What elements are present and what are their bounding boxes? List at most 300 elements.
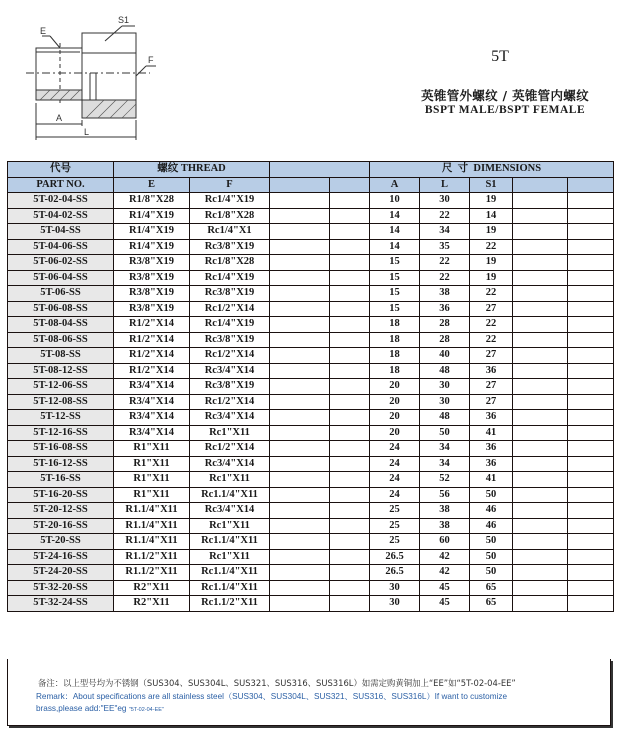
dim-s1-cell: 65 xyxy=(470,596,513,612)
thread-e-cell: R1/4"X19 xyxy=(114,224,190,240)
blank-cell xyxy=(270,549,330,565)
thread-f-cell: Rc1/2"X14 xyxy=(190,348,270,364)
thread-f-cell: Rc1"X11 xyxy=(190,518,270,534)
dim-a-cell: 20 xyxy=(370,410,420,426)
dim-s1-cell: 14 xyxy=(470,208,513,224)
table-row xyxy=(8,224,614,240)
dim-s1-cell: 27 xyxy=(470,348,513,364)
table-row xyxy=(8,503,614,519)
dim-a-cell: 26.5 xyxy=(370,549,420,565)
table-row xyxy=(8,286,614,302)
blank-cell xyxy=(270,503,330,519)
part-header-cn: 代号 xyxy=(8,162,114,178)
blank-cell xyxy=(568,549,614,565)
thread-f-cell: Rc1/4"X1 xyxy=(190,224,270,240)
blank-cell xyxy=(513,193,568,209)
blank-cell xyxy=(568,487,614,503)
blank-cell xyxy=(330,317,370,333)
dim-l-cell: 34 xyxy=(420,224,470,240)
thread-e-cell: R1/4"X19 xyxy=(114,208,190,224)
blank-cell xyxy=(513,410,568,426)
blank-cell xyxy=(568,363,614,379)
blank-cell xyxy=(330,286,370,302)
thread-f-cell: Rc3/8"X19 xyxy=(190,239,270,255)
blank-cell xyxy=(513,270,568,286)
blank-cell xyxy=(568,441,614,457)
table-row xyxy=(8,472,614,488)
dim-s1-cell: 36 xyxy=(470,456,513,472)
blank-cell xyxy=(513,363,568,379)
remark-english-line1: Remark：About specifications are all stainless steel（SUS304、SUS304L、SUS321、SUS316、SUS316L）If want to customize xyxy=(36,692,508,701)
blank-cell xyxy=(513,580,568,596)
thread-f-cell: Rc1"X11 xyxy=(190,472,270,488)
thread-f-cell: Rc3/8"X19 xyxy=(190,332,270,348)
dim-a-cell: 25 xyxy=(370,518,420,534)
part-number-cell: 5T-12-08-SS xyxy=(8,394,114,410)
dim-l-cell: 60 xyxy=(420,534,470,550)
part-number-cell: 5T-08-06-SS xyxy=(8,332,114,348)
dim-l-cell: 30 xyxy=(420,394,470,410)
dim-s1-cell: 19 xyxy=(470,193,513,209)
table-row xyxy=(8,410,614,426)
header-row-2 xyxy=(8,177,614,193)
dim-s1-cell: 27 xyxy=(470,379,513,395)
thread-e-cell: R1.1/2"X11 xyxy=(114,565,190,581)
dim-l-cell: 38 xyxy=(420,518,470,534)
thread-e-cell: R1/8"X28 xyxy=(114,193,190,209)
thread-f-cell: Rc1"X11 xyxy=(190,425,270,441)
blank-header-1 xyxy=(270,177,330,193)
table-row xyxy=(8,549,614,565)
part-number-cell: 5T-08-12-SS xyxy=(8,363,114,379)
dim-l-cell: 22 xyxy=(420,270,470,286)
dim-a-cell: 20 xyxy=(370,425,420,441)
label-l: L xyxy=(84,127,90,137)
blank-cell xyxy=(568,286,614,302)
table-row xyxy=(8,379,614,395)
dim-a-cell: 15 xyxy=(370,301,420,317)
part-number-cell: 5T-04-06-SS xyxy=(8,239,114,255)
dim-l-cell: 28 xyxy=(420,332,470,348)
table-row xyxy=(8,332,614,348)
blank-cell xyxy=(513,565,568,581)
remark-example: "5T-02-04-EE" xyxy=(128,707,164,713)
dim-a-cell: 15 xyxy=(370,286,420,302)
blank-cell xyxy=(330,394,370,410)
blank-cell xyxy=(568,193,614,209)
blank-cell xyxy=(270,534,330,550)
blank-cell xyxy=(513,348,568,364)
blank-cell xyxy=(513,503,568,519)
dim-s1-cell: 50 xyxy=(470,549,513,565)
blank-cell xyxy=(270,286,330,302)
col-l-header: L xyxy=(420,177,470,193)
blank-cell xyxy=(270,363,330,379)
thread-e-cell: R3/4"X14 xyxy=(114,394,190,410)
dim-s1-cell: 27 xyxy=(470,301,513,317)
blank-cell xyxy=(330,425,370,441)
blank-cell xyxy=(568,379,614,395)
label-a: A xyxy=(56,113,63,123)
blank-cell xyxy=(513,286,568,302)
blank-cell xyxy=(330,456,370,472)
title-chinese: 英锥管外螺纹 / 英锥管内螺纹 xyxy=(421,88,589,103)
part-number-cell: 5T-08-04-SS xyxy=(8,317,114,333)
blank-cell xyxy=(513,301,568,317)
blank-cell xyxy=(270,332,330,348)
blank-cell xyxy=(513,534,568,550)
blank-cell xyxy=(513,425,568,441)
blank-cell xyxy=(270,456,330,472)
dim-s1-cell: 27 xyxy=(470,394,513,410)
table-row xyxy=(8,518,614,534)
part-number-cell: 5T-32-24-SS xyxy=(8,596,114,612)
blank-cell xyxy=(270,193,330,209)
blank-cell xyxy=(513,441,568,457)
dim-s1-cell: 46 xyxy=(470,503,513,519)
thread-e-cell: R1"X11 xyxy=(114,472,190,488)
blank-header-2 xyxy=(330,177,370,193)
table-row xyxy=(8,208,614,224)
thread-f-cell: Rc1/4"X19 xyxy=(190,317,270,333)
dim-l-cell: 52 xyxy=(420,472,470,488)
thread-e-cell: R1"X11 xyxy=(114,487,190,503)
blank-cell xyxy=(330,224,370,240)
dim-l-cell: 50 xyxy=(420,425,470,441)
table-row xyxy=(8,270,614,286)
blank-cell xyxy=(270,472,330,488)
part-header-en: PART NO. xyxy=(8,177,114,193)
remark-english-line2 xyxy=(36,704,164,713)
table-row xyxy=(8,255,614,271)
dim-s1-cell: 36 xyxy=(470,363,513,379)
blank-cell xyxy=(513,518,568,534)
blank-cell xyxy=(330,565,370,581)
blank-cell xyxy=(270,410,330,426)
blank-cell xyxy=(513,472,568,488)
label-f: F xyxy=(148,55,154,65)
blank-cell xyxy=(513,224,568,240)
col-s1-header: S1 xyxy=(470,177,513,193)
thread-f-cell: Rc1.1/4"X11 xyxy=(190,580,270,596)
blank-cell xyxy=(568,394,614,410)
part-number-cell: 5T-20-16-SS xyxy=(8,518,114,534)
blank-cell xyxy=(568,596,614,612)
thread-f-cell: Rc3/4"X14 xyxy=(190,503,270,519)
dim-l-cell: 40 xyxy=(420,348,470,364)
blank-cell xyxy=(330,193,370,209)
thread-e-cell: R1.1/2"X11 xyxy=(114,549,190,565)
thread-f-cell: Rc3/4"X14 xyxy=(190,410,270,426)
blank-cell xyxy=(330,270,370,286)
remark-chinese: 备注：以上型号均为不锈钢（SUS304、SUS304L、SUS321、SUS316、SUS316L）如需定购黄铜加上“EE”如“5T-02-04-EE” xyxy=(38,678,516,688)
thread-f-cell: Rc3/4"X14 xyxy=(190,456,270,472)
blank-cell xyxy=(270,596,330,612)
dim-a-cell: 25 xyxy=(370,503,420,519)
blank-cell xyxy=(568,255,614,271)
dim-a-cell: 25 xyxy=(370,534,420,550)
dim-l-cell: 38 xyxy=(420,286,470,302)
blank-cell xyxy=(568,425,614,441)
part-number-cell: 5T-06-08-SS xyxy=(8,301,114,317)
col-a-header: A xyxy=(370,177,420,193)
label-e: E xyxy=(40,26,47,36)
blank-cell xyxy=(568,565,614,581)
blank-cell xyxy=(513,549,568,565)
thread-f-cell: Rc1/2"X14 xyxy=(190,301,270,317)
blank-cell xyxy=(568,239,614,255)
dim-l-cell: 30 xyxy=(420,379,470,395)
dim-a-cell: 14 xyxy=(370,239,420,255)
thread-f-cell: Rc1/4"X19 xyxy=(190,193,270,209)
part-number-cell: 5T-04-02-SS xyxy=(8,208,114,224)
part-number-cell: 5T-24-20-SS xyxy=(8,565,114,581)
thread-e-cell: R1/2"X14 xyxy=(114,332,190,348)
dim-l-cell: 36 xyxy=(420,301,470,317)
dim-l-cell: 28 xyxy=(420,317,470,333)
blank-cell xyxy=(330,534,370,550)
thread-e-cell: R1/2"X14 xyxy=(114,363,190,379)
dim-l-cell: 22 xyxy=(420,255,470,271)
blank-cell xyxy=(568,270,614,286)
table-row xyxy=(8,565,614,581)
part-number-cell: 5T-20-SS xyxy=(8,534,114,550)
dim-l-cell: 22 xyxy=(420,208,470,224)
dim-l-cell: 48 xyxy=(420,410,470,426)
part-number-cell: 5T-16-12-SS xyxy=(8,456,114,472)
thread-f-cell: Rc1"X11 xyxy=(190,549,270,565)
table-row xyxy=(8,363,614,379)
blank-cell xyxy=(330,208,370,224)
table-row xyxy=(8,317,614,333)
dim-s1-cell: 41 xyxy=(470,425,513,441)
blank-cell xyxy=(270,208,330,224)
part-number-cell: 5T-32-20-SS xyxy=(8,580,114,596)
blank-cell xyxy=(513,394,568,410)
table-row xyxy=(8,441,614,457)
blank-header-4 xyxy=(568,177,614,193)
blank-cell xyxy=(270,379,330,395)
blank-cell xyxy=(270,565,330,581)
thread-e-cell: R3/4"X14 xyxy=(114,425,190,441)
part-number-cell: 5T-06-SS xyxy=(8,286,114,302)
dim-a-cell: 18 xyxy=(370,363,420,379)
part-number-cell: 5T-20-12-SS xyxy=(8,503,114,519)
blank-cell xyxy=(270,270,330,286)
dim-a-cell: 14 xyxy=(370,224,420,240)
thread-e-cell: R1/2"X14 xyxy=(114,317,190,333)
dim-s1-cell: 41 xyxy=(470,472,513,488)
thread-f-cell: Rc3/4"X14 xyxy=(190,363,270,379)
dim-l-cell: 34 xyxy=(420,441,470,457)
blank-cell xyxy=(330,301,370,317)
dim-s1-cell: 22 xyxy=(470,239,513,255)
table-row xyxy=(8,456,614,472)
thread-f-cell: Rc1.1/2"X11 xyxy=(190,596,270,612)
blank-cell xyxy=(330,472,370,488)
blank-cell xyxy=(568,580,614,596)
dim-s1-cell: 50 xyxy=(470,534,513,550)
blank-cell xyxy=(513,487,568,503)
thread-e-cell: R2"X11 xyxy=(114,596,190,612)
blank-cell xyxy=(330,503,370,519)
blank-cell xyxy=(330,255,370,271)
title-english: BSPT MALE/BSPT FEMALE xyxy=(424,104,586,116)
dim-a-cell: 15 xyxy=(370,270,420,286)
blank-cell xyxy=(270,394,330,410)
dim-a-cell: 24 xyxy=(370,472,420,488)
blank-cell xyxy=(330,549,370,565)
dim-l-cell: 42 xyxy=(420,565,470,581)
table-row xyxy=(8,534,614,550)
blank-cell xyxy=(568,518,614,534)
blank-cell xyxy=(330,441,370,457)
part-number-cell: 5T-12-SS xyxy=(8,410,114,426)
thread-e-cell: R1"X11 xyxy=(114,441,190,457)
blank-cell xyxy=(270,487,330,503)
blank-cell xyxy=(330,596,370,612)
blank-header xyxy=(270,162,370,178)
thread-e-cell: R1.1/4"X11 xyxy=(114,503,190,519)
blank-cell xyxy=(568,301,614,317)
remark-box xyxy=(7,659,611,726)
thread-f-cell: Rc1/8"X28 xyxy=(190,208,270,224)
dim-s1-cell: 19 xyxy=(470,270,513,286)
blank-cell xyxy=(330,363,370,379)
blank-cell xyxy=(270,425,330,441)
thread-e-cell: R1.1/4"X11 xyxy=(114,534,190,550)
fitting-drawing xyxy=(10,8,160,143)
blank-cell xyxy=(330,580,370,596)
blank-cell xyxy=(513,332,568,348)
table-row xyxy=(8,487,614,503)
blank-cell xyxy=(330,332,370,348)
blank-cell xyxy=(270,255,330,271)
blank-cell xyxy=(270,239,330,255)
thread-e-cell: R3/8"X19 xyxy=(114,270,190,286)
dim-s1-cell: 36 xyxy=(470,441,513,457)
thread-f-cell: Rc3/8"X19 xyxy=(190,286,270,302)
table-row xyxy=(8,301,614,317)
dim-a-cell: 14 xyxy=(370,208,420,224)
thread-f-cell: Rc1.1/4"X11 xyxy=(190,534,270,550)
col-f-header: F xyxy=(190,177,270,193)
blank-cell xyxy=(568,224,614,240)
blank-cell xyxy=(513,255,568,271)
dim-a-cell: 18 xyxy=(370,348,420,364)
blank-cell xyxy=(513,208,568,224)
thread-e-cell: R3/4"X14 xyxy=(114,410,190,426)
dim-s1-cell: 50 xyxy=(470,565,513,581)
blank-cell xyxy=(513,456,568,472)
dim-a-cell: 20 xyxy=(370,379,420,395)
blank-cell xyxy=(568,410,614,426)
blank-cell xyxy=(330,239,370,255)
dim-s1-cell: 65 xyxy=(470,580,513,596)
dim-s1-cell: 22 xyxy=(470,317,513,333)
blank-cell xyxy=(513,379,568,395)
table-row xyxy=(8,348,614,364)
table-row xyxy=(8,596,614,612)
blank-cell xyxy=(513,596,568,612)
dim-l-cell: 45 xyxy=(420,596,470,612)
dim-l-cell: 56 xyxy=(420,487,470,503)
part-number-cell: 5T-12-16-SS xyxy=(8,425,114,441)
col-e-header: E xyxy=(114,177,190,193)
blank-cell xyxy=(568,472,614,488)
dim-a-cell: 24 xyxy=(370,456,420,472)
dim-l-cell: 30 xyxy=(420,193,470,209)
thread-header: 螺纹 THREAD xyxy=(114,162,270,178)
thread-e-cell: R1/2"X14 xyxy=(114,348,190,364)
dim-s1-cell: 50 xyxy=(470,487,513,503)
blank-cell xyxy=(513,239,568,255)
dimensions-header: 尺 寸 DIMENSIONS xyxy=(370,162,614,178)
spec-table xyxy=(7,161,614,612)
blank-cell xyxy=(568,332,614,348)
blank-cell xyxy=(568,348,614,364)
thread-e-cell: R3/8"X19 xyxy=(114,286,190,302)
blank-cell xyxy=(270,317,330,333)
thread-e-cell: R1"X11 xyxy=(114,456,190,472)
dim-s1-cell: 19 xyxy=(470,255,513,271)
part-number-cell: 5T-06-04-SS xyxy=(8,270,114,286)
dim-l-cell: 38 xyxy=(420,503,470,519)
thread-f-cell: Rc1/2"X14 xyxy=(190,394,270,410)
blank-cell xyxy=(568,317,614,333)
thread-f-cell: Rc1.1/4"X11 xyxy=(190,565,270,581)
blank-cell xyxy=(568,456,614,472)
dim-a-cell: 30 xyxy=(370,596,420,612)
dim-a-cell: 26.5 xyxy=(370,565,420,581)
dim-a-cell: 20 xyxy=(370,394,420,410)
blank-cell xyxy=(568,208,614,224)
table-row xyxy=(8,394,614,410)
dim-l-cell: 45 xyxy=(420,580,470,596)
thread-f-cell: Rc1/8"X28 xyxy=(190,255,270,271)
blank-cell xyxy=(330,487,370,503)
thread-e-cell: R3/8"X19 xyxy=(114,255,190,271)
blank-cell xyxy=(270,301,330,317)
blank-cell xyxy=(330,410,370,426)
blank-cell xyxy=(270,224,330,240)
dim-s1-cell: 46 xyxy=(470,518,513,534)
blank-cell xyxy=(330,518,370,534)
dim-l-cell: 34 xyxy=(420,456,470,472)
blank-cell xyxy=(270,441,330,457)
dim-s1-cell: 22 xyxy=(470,332,513,348)
dim-a-cell: 24 xyxy=(370,441,420,457)
dim-l-cell: 35 xyxy=(420,239,470,255)
part-number-cell: 5T-16-20-SS xyxy=(8,487,114,503)
blank-cell xyxy=(568,534,614,550)
blank-cell xyxy=(568,503,614,519)
part-number-cell: 5T-06-02-SS xyxy=(8,255,114,271)
part-number-cell: 5T-08-SS xyxy=(8,348,114,364)
dim-s1-cell: 19 xyxy=(470,224,513,240)
thread-e-cell: R3/8"X19 xyxy=(114,301,190,317)
label-s1: S1 xyxy=(118,15,130,25)
part-number-cell: 5T-16-SS xyxy=(8,472,114,488)
table-row xyxy=(8,193,614,209)
part-number-cell: 5T-12-06-SS xyxy=(8,379,114,395)
thread-e-cell: R3/4"X14 xyxy=(114,379,190,395)
blank-cell xyxy=(270,348,330,364)
part-number-cell: 5T-04-SS xyxy=(8,224,114,240)
thread-e-cell: R1.1/4"X11 xyxy=(114,518,190,534)
part-number-cell: 5T-16-08-SS xyxy=(8,441,114,457)
blank-cell xyxy=(330,379,370,395)
